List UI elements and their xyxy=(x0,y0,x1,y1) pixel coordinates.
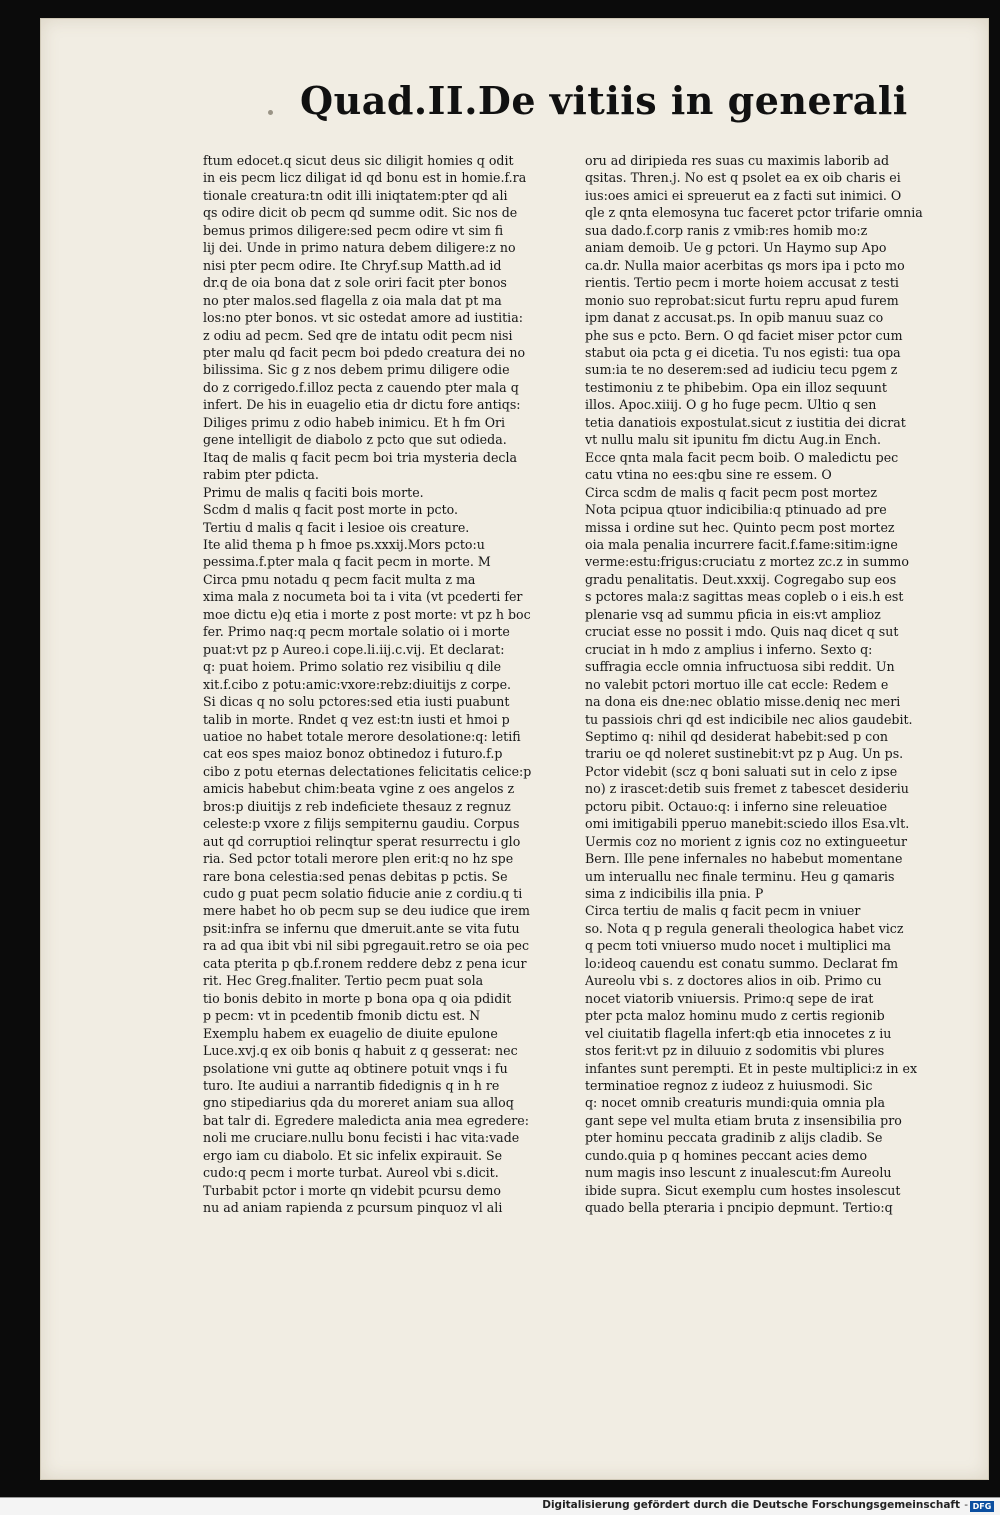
text-line: trariu oe qd noleret sustinebit:vt pz p Aug. Un ps. xyxy=(585,746,904,762)
text-line: bat talr di. Egredere maledicta ania mea egredere: xyxy=(203,1112,529,1128)
running-header: Quad.II.De vitiis in generali xyxy=(300,78,908,123)
text-line: Si dicas q no solu pctores:sed etia iusti puabunt xyxy=(203,694,510,710)
text-line: Turbabit pctor i morte qn videbit pcursu demo xyxy=(203,1182,501,1198)
text-line: omi imitigabili pperuo manebit:sciedo illos Esa.vlt. xyxy=(585,816,910,832)
text-line: rientis. Tertio pecm i morte hoiem accusat z testi xyxy=(585,275,899,291)
text-line: pter malu qd facit pecm boi pdedo creatura dei no xyxy=(203,344,526,360)
text-line: rabim pter pdicta. xyxy=(203,467,319,483)
text-line: ftum edocet.q sicut deus sic diligit homies q odit xyxy=(203,153,514,168)
text-line: Circa pmu notadu q pecm facit multa z ma xyxy=(203,571,476,587)
text-line: monio suo reprobat:sicut furtu repru apud furem xyxy=(585,292,899,308)
text-line: Nota pcipua qtuor indicibilia:q ptinuado ad pre xyxy=(585,502,887,518)
text-line: Luce.xvj.q ex oib bonis q habuit z q gesserat: nec xyxy=(203,1043,518,1059)
text-line: plenarie vsq ad summu pficia in eis:vt amplioz xyxy=(585,606,881,622)
text-line: Ite alid thema p h fmoe ps.xxxij.Mors pcto:u xyxy=(203,536,485,552)
text-line: cibo z potu eternas delectationes felicitatis celice:p xyxy=(203,763,532,779)
text-line: do z corrigedo.f.illoz pecta z cauendo pter mala q xyxy=(203,379,519,395)
text-line: Tertiu d malis q facit i lesioe ois creature. xyxy=(203,519,470,535)
footer-bar xyxy=(0,1497,1000,1515)
text-line: catu vtina no ees:qbu sine re essem. O xyxy=(585,467,832,483)
text-line: infantes sunt perempti. Et in peste multiplici:z in ex xyxy=(585,1060,918,1076)
text-line: verme:estu:frigus:cruciatu z mortez zc.z in summo xyxy=(585,554,909,570)
text-line: ria. Sed pctor totali merore plen erit:q no hz spe xyxy=(203,851,514,867)
text-line: Aureolu vbi s. z doctores alios in oib. Primo cu xyxy=(585,973,882,989)
text-line: puat:vt pz p Aureo.i cope.li.iij.c.vij. Et declarat: xyxy=(203,641,505,657)
text-line: tetia danatiois expostulat.sicut z iustitia dei dicrat xyxy=(585,414,906,430)
text-line: quado bella pteraria i pncipio depmunt. Tertio:q xyxy=(585,1200,893,1216)
text-line: ra ad qua ibit vbi nil sibi pgregauit.retro se oia pec xyxy=(203,938,530,954)
text-line: cudo:q pecm i morte turbat. Aureol vbi s.dicit. xyxy=(203,1165,499,1181)
text-line: psolatione vni gutte aq obtinere potuit vnqs i fu xyxy=(203,1060,508,1076)
text-line: cruciat in h mdo z amplius i inferno. Sexto q: xyxy=(585,641,873,657)
text-line: rit. Hec Greg.fnaliter. Tertio pecm puat sola xyxy=(203,973,484,989)
text-line: noli me cruciare.nullu bonu fecisti i hac vita:vade xyxy=(203,1130,520,1146)
stain-mark xyxy=(268,110,273,115)
text-line: nu ad aniam rapienda z pcursum pinquoz vl ali xyxy=(203,1200,503,1216)
text-line: vt nullu malu sit ipunitu fm dictu Aug.in Ench. xyxy=(585,432,882,448)
text-line: aniam demoib. Ue g pctori. Un Haymo sup Apo xyxy=(585,240,887,256)
text-line: bros:p diuitijs z reb indeficiete thesauz z regnuz xyxy=(203,798,511,814)
text-line: um interuallu nec finale terminu. Heu g qamaris xyxy=(585,868,895,884)
text-line: celeste:p vxore z filijs sempiternu gaudiu. Corpus xyxy=(203,816,520,832)
footer-separator: - xyxy=(964,1499,968,1511)
text-line: mere habet ho ob pecm sup se deu iudice que irem xyxy=(203,903,530,919)
text-line: illos. Apoc.xiiij. O g ho fuge pecm. Ultio q sen xyxy=(585,397,877,413)
text-line: dr.q de oia bona dat z sole oriri facit pter bonos xyxy=(203,275,507,291)
text-line: nisi pter pecm odire. Ite Chryf.sup Matth.ad id xyxy=(203,257,502,273)
text-line: bilissima. Sic g z nos debem primu diligere odie xyxy=(203,362,510,378)
text-column-right xyxy=(585,152,963,1252)
text-line: sum:ia te no deserem:sed ad iudiciu tecu pgem z xyxy=(585,362,898,378)
text-line: na dona eis dne:nec oblatio misse.deniq nec meri xyxy=(585,694,901,710)
text-line: xit.f.cibo z potu:amic:vxore:rebz:diuitijs z corpe. xyxy=(203,676,512,692)
text-line: ergo iam cu diabolo. Et sic infelix expirauit. Se xyxy=(203,1147,503,1163)
text-line: xima mala z nocumeta boi ta i vita (vt pcederti fer xyxy=(203,589,523,605)
text-line: amicis habebut chim:beata vgine z oes angelos z xyxy=(203,781,515,797)
dfg-logo[interactable]: DFG xyxy=(970,1501,994,1512)
text-line: uatioe no habet totale merore desolatione:q: letifi xyxy=(203,728,521,744)
text-line: Bern. Ille pene infernales no habebut momentane xyxy=(585,851,903,867)
text-line: fer. Primo naq:q pecm mortale solatio oi i morte xyxy=(203,624,510,640)
text-line: rare bona celestia:sed penas debitas p pctis. Se xyxy=(203,868,508,884)
text-line: q: nocet omnib creaturis mundi:quia omnia pla xyxy=(585,1095,885,1111)
text-line: turo. Ite audiui a narrantib fidedignis q in h re xyxy=(203,1078,500,1094)
text-line: pessima.f.pter mala q facit pecm in morte. M xyxy=(203,554,491,570)
text-line: tu passiois chri qd est indicibile nec alios gaudebit. xyxy=(585,711,913,727)
text-line: pctoru pibit. Octauo:q: i inferno sine releuatioe xyxy=(585,798,888,814)
text-line: cudo g puat pecm solatio fiducie anie z cordiu.q ti xyxy=(203,886,523,902)
text-line: s pctores mala:z sagittas meas copleb o i eis.h est xyxy=(585,589,904,605)
text-line: talib in morte. Rndet q vez est:tn iusti et hmoi p xyxy=(203,711,510,727)
text-line: ius:oes amici ei spreuerut ea z facti sut inimici. O xyxy=(585,187,902,203)
text-line: Diliges primu z odio habeb inimicu. Et h fm Ori xyxy=(203,414,506,430)
text-line: Scdm d malis q facit post morte in pcto. xyxy=(203,502,459,518)
text-line: vel ciuitatib flagella infert:qb etia innocetes z iu xyxy=(585,1025,892,1041)
text-line: missa i ordine sut hec. Quinto pecm post mortez xyxy=(585,519,895,535)
text-line: so. Nota q p regula generali theologica habet vicz xyxy=(585,920,904,936)
funding-note: Digitalisierung gefördert durch die Deutsche Forschungsgemeinschaft xyxy=(542,1499,960,1511)
text-line: no pter malos.sed flagella z oia mala dat pt ma xyxy=(203,292,502,308)
text-line: qsitas. Thren.j. No est q psolet ea ex oib charis ei xyxy=(585,170,901,186)
text-column-left xyxy=(203,152,581,1252)
text-line: infert. De his in euagelio etia dr dictu fore antiqs: xyxy=(203,397,521,413)
text-line: ibide supra. Sicut exemplu cum hostes insolescut xyxy=(585,1182,901,1198)
text-line: terminatioe regnoz z iudeoz z huiusmodi. Sic xyxy=(585,1078,873,1094)
text-line: lo:ideoq cauendu est conatu summo. Declarat fm xyxy=(585,955,899,971)
text-line: in eis pecm licz diligat id qd bonu est in homie.f.ra xyxy=(203,170,527,186)
text-line: moe dictu e)q etia i morte z post morte: vt pz h boc xyxy=(203,606,531,622)
text-line: Primu de malis q faciti bois morte. xyxy=(203,484,424,500)
text-line: los:no pter bonos. vt sic ostedat amore ad iustitia: xyxy=(203,310,523,326)
text-line: qs odire dicit ob pecm qd summe odit. Sic nos de xyxy=(203,205,518,221)
text-line: ca.dr. Nulla maior acerbitas qs mors ipa i pcto mo xyxy=(585,257,905,273)
text-line: Ecce qnta mala facit pecm boib. O maledictu pec xyxy=(585,449,899,465)
text-line: gno stipediarius qda du moreret aniam sua alloq xyxy=(203,1095,514,1111)
text-line: gradu penalitatis. Deut.xxxij. Cogregabo sup eos xyxy=(585,571,897,587)
text-line: oia mala penalia incurrere facit.f.fame:sitim:igne xyxy=(585,536,898,552)
text-line: gene intelligit de diabolo z pcto que sut odieda. xyxy=(203,432,507,448)
text-line: no) z irascet:detib suis fremet z tabescet desideriu xyxy=(585,781,909,797)
text-line: z odiu ad pecm. Sed qre de intatu odit pecm nisi xyxy=(203,327,513,343)
text-line: bemus primos diligere:sed pecm odire vt sim fi xyxy=(203,222,504,238)
text-line: p pecm: vt in pcedentib fmonib dictu est. N xyxy=(203,1008,481,1024)
text-line: stos ferit:vt pz in diluuio z sodomitis vbi plures xyxy=(585,1043,885,1059)
text-line: Septimo q: nihil qd desiderat habebit:sed p con xyxy=(585,728,888,744)
text-line: Circa tertiu de malis q facit pecm in vniuer xyxy=(585,903,861,919)
text-line: cruciat esse no possit i mdo. Quis naq dicet q sut xyxy=(585,624,899,640)
text-line: Itaq de malis q facit pecm boi tria mysteria decla xyxy=(203,449,517,465)
text-line: cat eos spes maioz bonoz obtinedoz i futuro.f.p xyxy=(203,746,503,762)
text-line: nocet viatorib vniuersis. Primo:q sepe de irat xyxy=(585,990,874,1006)
text-line: gant sepe vel multa etiam bruta z insensibilia pro xyxy=(585,1112,902,1128)
text-line: no valebit pctori mortuo ille cat eccle: Redem e xyxy=(585,676,889,692)
text-line: sua dado.f.corp ranis z vmib:res homib mo:z xyxy=(585,222,868,238)
text-line: tionale creatura:tn odit illi iniqtatem:pter qd ali xyxy=(203,187,508,203)
text-line: sima z indicibilis illa pnia. P xyxy=(585,886,764,902)
text-line: ipm danat z accusat.ps. In opib manuu suaz co xyxy=(585,310,884,326)
text-line: oru ad diripieda res suas cu maximis laborib ad xyxy=(585,153,890,168)
text-line: Pctor videbit (scz q boni saluati sut in celo z ipse xyxy=(585,763,898,779)
text-line: pter pcta maloz hominu mudo z certis regionib xyxy=(585,1008,885,1024)
text-line: cundo.quia p q homines peccant acies demo xyxy=(585,1147,868,1163)
text-line: stabut oia pcta g ei dicetia. Tu nos egisti: tua opa xyxy=(585,344,901,360)
text-line: Uermis coz no morient z ignis coz no extingueetur xyxy=(585,833,908,849)
text-line: num magis inso lescunt z inualescut:fm Aureolu xyxy=(585,1165,892,1181)
text-line: phe sus e pcto. Bern. O qd faciet miser pctor cum xyxy=(585,327,903,343)
text-line: Circa scdm de malis q facit pecm post mortez xyxy=(585,484,878,500)
text-line: lij dei. Unde in primo natura debem diligere:z no xyxy=(203,240,516,256)
text-line: suffragia eccle omnia infructuosa sibi reddit. Un xyxy=(585,659,895,675)
text-line: testimoniu z te phibebim. Opa ein illoz sequunt xyxy=(585,379,887,395)
text-line: aut qd corruptioi relinqtur sperat resurrectu i glo xyxy=(203,833,521,849)
text-line: qle z qnta elemosyna tuc faceret pctor trifarie omnia xyxy=(585,205,923,221)
text-line: q pecm toti vniuerso mudo nocet i multiplici ma xyxy=(585,938,892,954)
text-line: tio bonis debito in morte p bona opa q oia pdidit xyxy=(203,990,512,1006)
text-line: psit:infra se infernu que dmeruit.ante se vita futu xyxy=(203,920,520,936)
text-line: Exemplu habem ex euagelio de diuite epulone xyxy=(203,1025,498,1041)
text-line: q: puat hoiem. Primo solatio rez visibiliu q dile xyxy=(203,659,502,675)
text-line: pter hominu peccata gradinib z alijs cladib. Se xyxy=(585,1130,883,1146)
text-line: cata pterita p qb.f.ronem reddere debz z pena icur xyxy=(203,955,527,971)
